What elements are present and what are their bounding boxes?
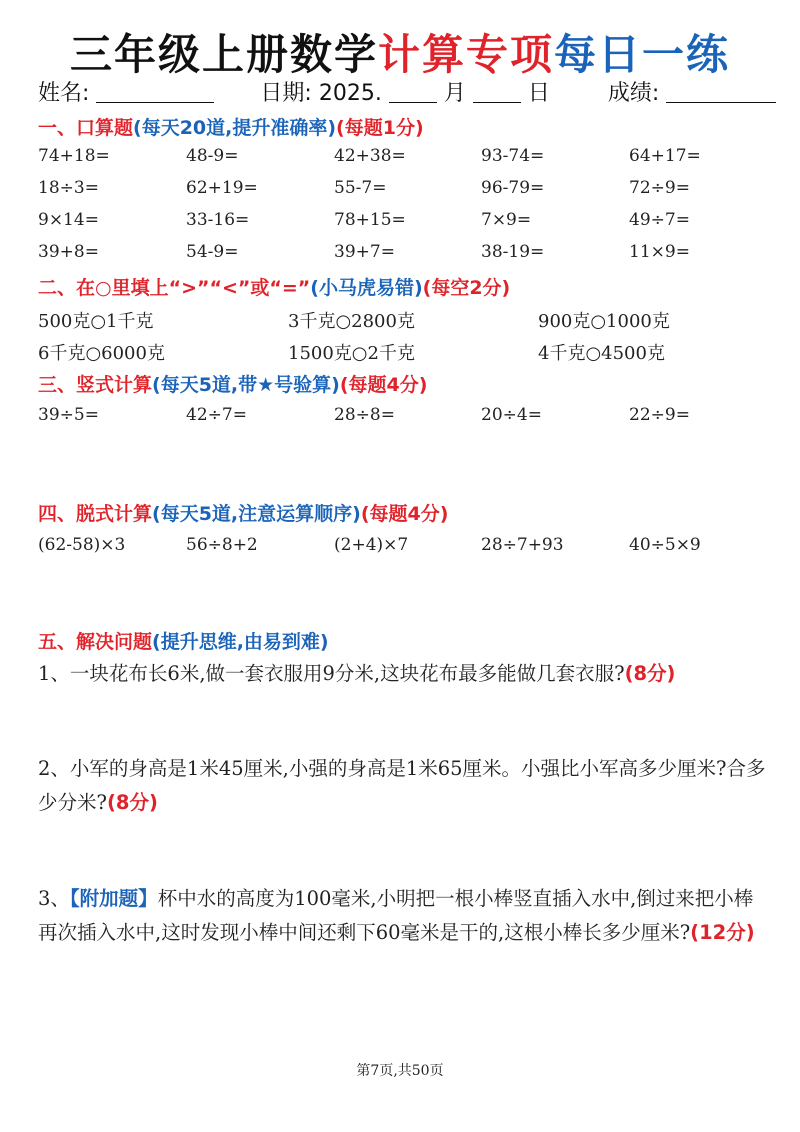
student-info-line — [38, 76, 768, 107]
stepwise-problem: 40÷5×9 — [629, 535, 701, 555]
problem-text: 1、一块花布长6米,做一套衣服用9分米,这块花布最多能做几套衣服? — [38, 662, 625, 685]
problem-score: (8分) — [106, 791, 158, 814]
vertical-problem: 20÷4= — [481, 405, 542, 425]
oral-problem: 18÷3= — [38, 178, 99, 198]
date-label: 日期: 2025. — [260, 81, 382, 106]
oral-problem: 96-79= — [481, 178, 545, 198]
oral-problem: 49÷7= — [629, 210, 690, 230]
problem-row — [38, 178, 768, 210]
stepwise-problem: 28÷7+93 — [481, 535, 564, 555]
problem-text: 2、小军的身高是1米45厘米,小强的身高是1米65厘米。小强比小军高多少厘米?合多少分米? — [38, 757, 766, 814]
section-points: (每空2分) — [422, 277, 511, 299]
oral-problem: 74+18= — [38, 146, 110, 166]
title-part-daily: 每日一练 — [554, 30, 731, 79]
problem-row — [38, 210, 768, 242]
oral-problem: 39+7= — [334, 242, 395, 262]
oral-problem: 72÷9= — [629, 178, 690, 198]
section-word-problems-heading — [38, 627, 329, 654]
problem-row — [38, 242, 768, 274]
day-label: 日 — [527, 81, 550, 106]
name-field[interactable] — [96, 80, 214, 103]
section-stepwise-heading — [38, 499, 448, 526]
oral-problem: 93-74= — [481, 146, 545, 166]
section-title: 三、竖式计算 — [38, 374, 153, 396]
title-part-grade: 三年级上册数学 — [69, 30, 378, 79]
problem-score: (12分) — [690, 921, 755, 944]
month-field[interactable] — [389, 80, 437, 103]
compare-problems-grid — [38, 307, 768, 371]
problem-score: (8分) — [624, 662, 676, 685]
oral-problem: 55-7= — [334, 178, 387, 198]
word-problem-1 — [38, 657, 766, 691]
stepwise-problem: 56÷8+2 — [186, 535, 258, 555]
problem-row — [38, 307, 768, 339]
compare-problem: 4千克○4500克 — [538, 343, 665, 364]
month-label: 月 — [443, 81, 466, 106]
problem-number: 3、 — [38, 887, 70, 910]
oral-problem: 33-16= — [186, 210, 250, 230]
score-field[interactable] — [666, 80, 776, 103]
stepwise-problem: (62-58)×3 — [38, 535, 126, 555]
oral-problem: 39+8= — [38, 242, 99, 262]
vertical-problems-grid — [38, 405, 768, 437]
oral-problem: 38-19= — [481, 242, 545, 262]
problem-row — [38, 405, 768, 437]
problem-row — [38, 535, 768, 567]
stepwise-problems-grid — [38, 535, 768, 567]
section-oral-heading — [38, 113, 424, 140]
compare-problem: 900克○1000克 — [538, 311, 670, 332]
oral-problem: 48-9= — [186, 146, 239, 166]
section-points: (每题1分) — [336, 117, 424, 139]
section-note: (小马虎易错) — [310, 277, 423, 299]
section-title: 五、解决问题 — [38, 631, 153, 653]
stepwise-problem: (2+4)×7 — [334, 535, 409, 555]
section-note: (提升思维,由易到难) — [152, 631, 329, 653]
oral-problem: 42+38= — [334, 146, 406, 166]
score-label: 成绩: — [607, 81, 660, 106]
compare-problem: 6千克○6000克 — [38, 343, 165, 364]
oral-problem: 7×9= — [481, 210, 532, 230]
compare-problem: 500克○1千克 — [38, 311, 154, 332]
oral-problem: 78+15= — [334, 210, 406, 230]
vertical-problem: 28÷8= — [334, 405, 395, 425]
bonus-tag: 【附加题】 — [69, 887, 158, 910]
oral-problem: 9×14= — [38, 210, 99, 230]
vertical-problem: 42÷7= — [186, 405, 247, 425]
vertical-problem: 39÷5= — [38, 405, 99, 425]
section-compare-heading — [38, 273, 510, 300]
section-points: (每题4分) — [339, 374, 428, 396]
word-problem-2 — [38, 752, 766, 820]
page-number: 第7页,共50页 — [356, 1063, 444, 1079]
section-note: (每天5道,注意运算顺序) — [152, 503, 361, 525]
vertical-problem: 22÷9= — [629, 405, 690, 425]
section-note: (每天5道,带★号验算) — [152, 374, 340, 396]
problem-row — [38, 146, 768, 178]
problem-text: 杯中水的高度为100毫米,小明把一根小棒竖直插入水中,倒过来把小棒再次插入水中,这时发现小棒中间还剩下60毫米是干的,这根小棒长多少厘米? — [38, 887, 754, 944]
name-label: 姓名: — [38, 81, 90, 106]
day-field[interactable] — [473, 80, 521, 103]
oral-problem: 54-9= — [186, 242, 239, 262]
section-vertical-heading — [38, 370, 427, 397]
oral-problems-grid — [38, 146, 768, 274]
oral-problem: 64+17= — [629, 146, 701, 166]
problem-row — [38, 339, 768, 371]
section-title: 一、口算题 — [38, 117, 134, 139]
page-title — [0, 22, 800, 82]
title-part-topic: 计算专项 — [377, 30, 554, 79]
section-title: 四、脱式计算 — [38, 503, 153, 525]
section-note: (每天20道,提升准确率) — [133, 117, 337, 139]
oral-problem: 62+19= — [186, 178, 258, 198]
compare-problem: 1500克○2千克 — [288, 343, 415, 364]
oral-problem: 11×9= — [629, 242, 690, 262]
section-points: (每题4分) — [360, 503, 449, 525]
word-problem-3 — [38, 882, 766, 950]
section-title: 二、在○里填上“>”“<”或“=” — [38, 277, 311, 299]
compare-problem: 3千克○2800克 — [288, 311, 415, 332]
